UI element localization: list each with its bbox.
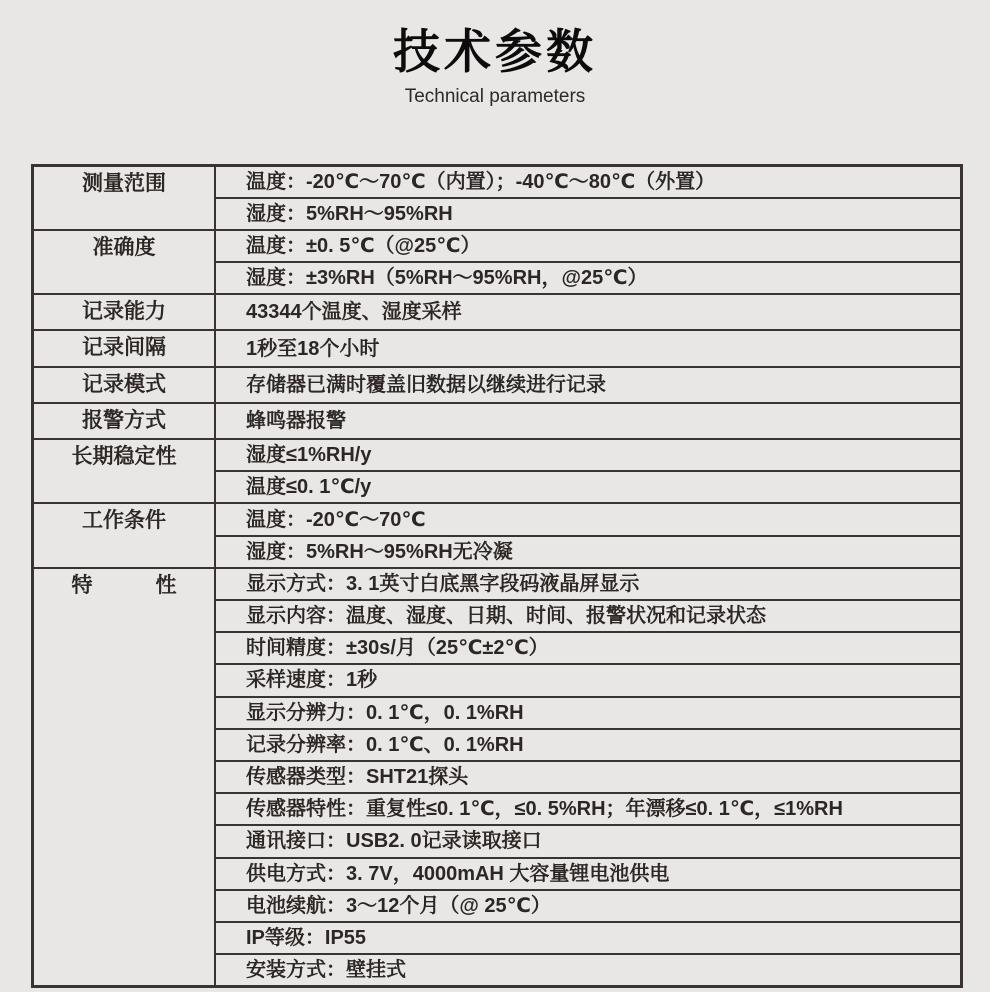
spec-label-text: 准确度: [92, 235, 156, 259]
spec-label-text: 记录能力: [82, 300, 166, 324]
spec-value: 湿度：±3%RH（5%RH～95%RH，@25℃）: [215, 262, 962, 294]
table-row: [33, 568, 962, 600]
spec-value: 时间精度：±30s/月（25℃±2℃）: [215, 632, 962, 664]
table-row: [33, 166, 962, 198]
spec-label-accuracy: [33, 230, 216, 294]
spec-label-features: [33, 568, 216, 986]
spec-table: [31, 164, 963, 988]
spec-value: 温度：-20℃～70℃: [215, 503, 962, 535]
table-row: [33, 403, 962, 439]
spec-value: 记录分辨率：0. 1℃、0. 1%RH: [215, 729, 962, 761]
table-row: [33, 439, 962, 471]
spec-value: 供电方式：3. 7V，4000mAH 大容量锂电池供电: [215, 858, 962, 890]
spec-value: 显示方式：3. 1英寸白底黑字段码液晶屏显示: [215, 568, 962, 600]
spec-label-long-term-stability: [33, 439, 216, 503]
spec-value: 湿度：5%RH～95%RH无冷凝: [215, 536, 962, 568]
spec-label-operating-conditions: [33, 503, 216, 567]
spec-label-text: 测量范围: [82, 172, 166, 195]
spec-value: 存储器已满时覆盖旧数据以继续进行记录: [215, 367, 962, 403]
spec-value: 采样速度：1秒: [215, 664, 962, 696]
spec-value: 温度：±0. 5℃（@25℃）: [215, 230, 962, 262]
spec-value: 传感器特性：重复性≤0. 1℃，≤0. 5%RH；年漂移≤0. 1℃，≤1%RH: [215, 793, 962, 825]
spec-value: 安装方式：壁挂式: [215, 954, 962, 986]
spec-label-record-interval: [33, 330, 216, 366]
spec-label-measurement-range: [33, 166, 216, 230]
table-row: [33, 367, 962, 403]
spec-value: 温度≤0. 1℃/y: [215, 471, 962, 503]
spec-label-text: 长期稳定性: [71, 445, 177, 469]
spec-value: 湿度≤1%RH/y: [215, 439, 962, 471]
spec-label-text: 工作条件: [82, 509, 166, 533]
table-row: [33, 330, 962, 366]
page-subtitle: Technical parameters: [404, 85, 586, 107]
table-row: [33, 503, 962, 535]
spec-label-text: 记录模式: [82, 372, 166, 396]
spec-value: 电池续航：3～12个月（@ 25℃）: [215, 890, 962, 922]
spec-value: 通讯接口：USB2. 0记录读取接口: [215, 825, 962, 857]
spec-value: 湿度：5%RH～95%RH: [215, 198, 962, 230]
spec-label-text: 记录间隔: [82, 336, 166, 360]
table-row: [33, 230, 962, 262]
spec-label-alarm-mode: [33, 403, 216, 439]
spec-label-text: 特 性: [71, 573, 177, 597]
spec-value: 传感器类型：SHT21探头: [215, 761, 962, 793]
page-title: 技术参数: [393, 25, 597, 78]
page-header: [0, 0, 990, 108]
spec-label-record-mode: [33, 367, 216, 403]
spec-label-text: 报警方式: [82, 408, 166, 432]
spec-value: 显示内容：温度、湿度、日期、时间、报警状况和记录状态: [215, 600, 962, 632]
spec-value: 43344个温度、湿度采样: [215, 294, 962, 330]
spec-value: 温度：-20℃～70℃（内置）；-40℃～80℃（外置）: [215, 166, 962, 198]
spec-value: 显示分辨力：0. 1℃，0. 1%RH: [215, 697, 962, 729]
spec-value: 蜂鸣器报警: [215, 403, 962, 439]
spec-value: IP等级：IP55: [215, 922, 962, 954]
table-row: [33, 294, 962, 330]
spec-label-record-capacity: [33, 294, 216, 330]
spec-value: 1秒至18个小时: [215, 330, 962, 366]
